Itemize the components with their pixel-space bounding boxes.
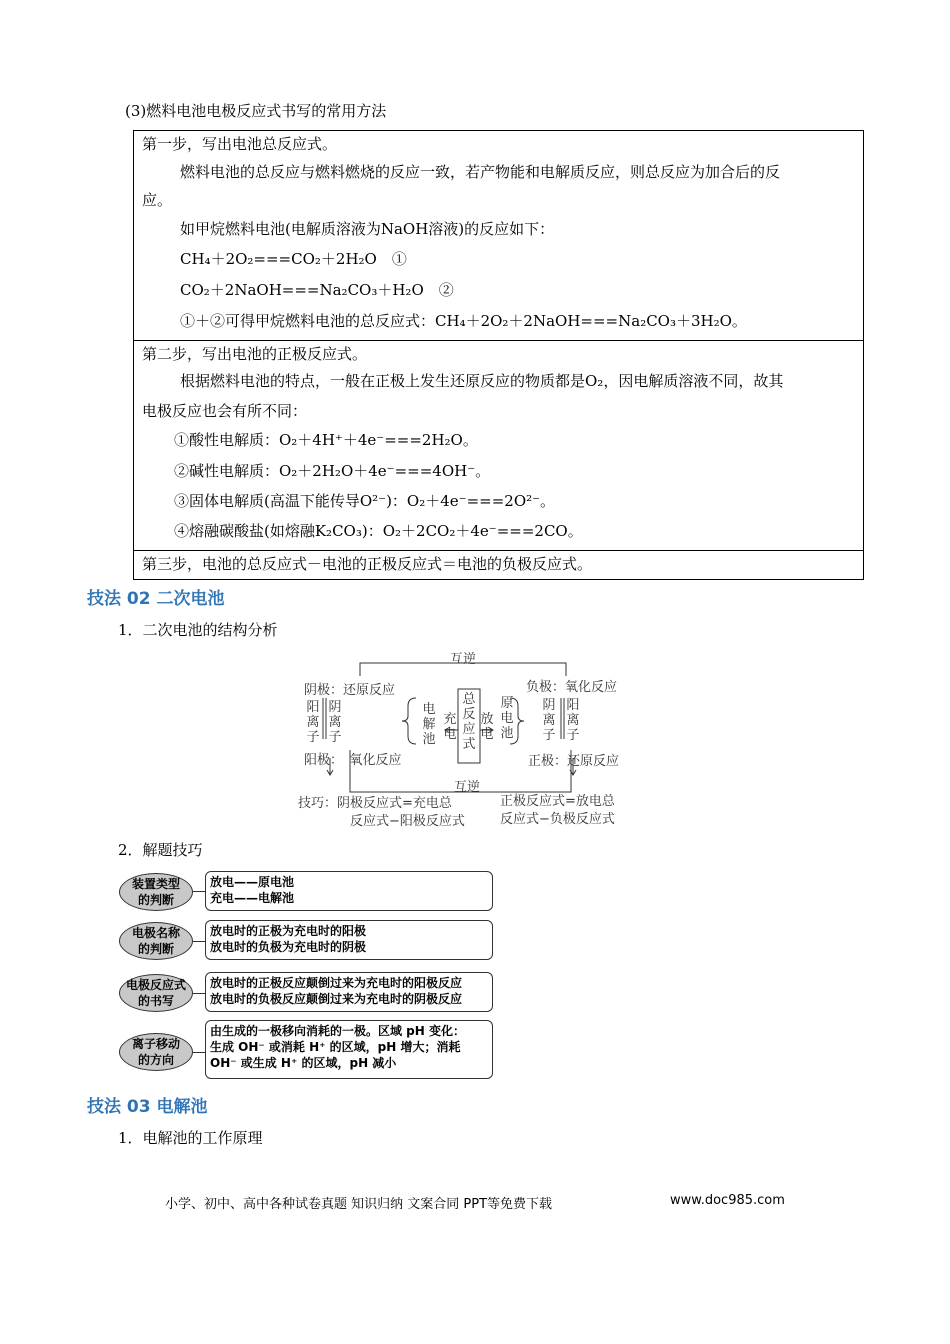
electrolyte-molten: ④熔融碳酸盐(如熔融K₂CO₃)：O₂＋2CO₂＋4e⁻===2CO。 <box>174 522 583 540</box>
tip-oval-line: 的判断 <box>137 942 174 956</box>
footer-url[interactable]: www.doc985.com <box>670 1193 785 1208</box>
equation-sum: ①＋②可得甲烷燃料电池的总反应式：CH₄＋2O₂＋2NaOH===Na₂CO₃＋3H₂O。 <box>180 312 747 330</box>
negative-oxidation-label: 负极：氧化反应 <box>526 680 618 695</box>
tip-left-line2: 反应式−阳极反应式 <box>350 814 465 829</box>
tip-oval-line: 的判断 <box>137 893 174 907</box>
tip-oval-line: 离子移动 <box>131 1037 180 1051</box>
tip-line: 放电时的负极反应颠倒过来为充电时的阴极反应 <box>210 992 463 1006</box>
tip-oval-line: 装置类型 <box>131 877 180 891</box>
step2-box <box>133 340 864 551</box>
step1-box <box>133 130 864 341</box>
equation-1: CH₄＋2O₂===CO₂＋2H₂O ① <box>180 250 407 268</box>
cation-label-left: 阳离子 <box>306 700 320 745</box>
tip-line: 放电——原电池 <box>210 875 295 889</box>
anion-label-left: 阴离子 <box>328 700 342 745</box>
tip-line: OH⁻ 或生成 H⁺ 的区域，pH 减小 <box>210 1056 397 1070</box>
top-reversible-label: 互逆 <box>450 652 477 667</box>
tip-line: 充电——电解池 <box>210 891 295 905</box>
tip-box-device-type <box>205 871 493 911</box>
step2-text-cont: 电极反应也会有所不同： <box>142 402 308 420</box>
step1-text: 燃料电池的总反应与燃料燃烧的反应一致，若产物能和电解质反应，则总反应为加合后的反 <box>180 163 781 181</box>
cation-label-right: 阳离子 <box>566 698 580 743</box>
step1-example: 如甲烷燃料电池(电解质溶液为NaOH溶液)的反应如下： <box>180 220 555 238</box>
galvanic-cell-label: 原电池 <box>500 696 514 741</box>
discharge-label: 放电 <box>480 712 494 742</box>
tip-left-line1: 技巧：阴极反应式=充电总 <box>298 796 452 811</box>
step1-text-cont: 应。 <box>142 191 173 209</box>
anion-label-right: 阴离子 <box>542 698 556 743</box>
total-reaction-label: 总反应式 <box>462 692 476 752</box>
electrolyte-acid: ①酸性电解质：O₂＋4H⁺＋4e⁻===2H₂O。 <box>174 431 478 449</box>
tip-line: 放电时的负极为充电时的阴极 <box>210 940 367 954</box>
tip-oval-device-type <box>119 873 193 911</box>
step1-title: 第一步，写出电池总反应式。 <box>142 135 338 153</box>
heading-electrolytic-cell: 技法 03 电解池 <box>87 1097 208 1117</box>
footer-text: 小学、初中、高中各种试卷真题 知识归纳 文案合同 PPT等免费下载 <box>165 1197 553 1212</box>
positive-reduction-label: 正极：还原反应 <box>528 754 620 769</box>
battery-structure-diagram <box>296 646 646 831</box>
electrolyte-base: ②碱性电解质：O₂＋2H₂O＋4e⁻===4OH⁻。 <box>174 462 491 480</box>
subheading-working-principle: 1．电解池的工作原理 <box>118 1129 263 1147</box>
connector-line <box>193 993 205 994</box>
step3-box <box>133 550 864 580</box>
electrolyte-solid: ③固体电解质(高温下能传导O²⁻)：O₂＋4e⁻===2O²⁻。 <box>174 492 556 510</box>
subheading-tips: 2．解题技巧 <box>118 841 203 859</box>
tip-oval-line: 的方向 <box>137 1053 174 1067</box>
tip-line: 由生成的一极移向消耗的一极。区域 pH 变化： <box>210 1024 465 1038</box>
tip-box-ion-movement <box>205 1020 493 1079</box>
tip-right-line2: 反应式−负极反应式 <box>500 812 615 827</box>
anode-oxidation-label: 阳极： 氧化反应 <box>304 753 402 768</box>
tip-oval-line: 电极名称 <box>131 926 180 940</box>
tip-oval-electrode-name <box>119 922 193 960</box>
step2-title: 第二步，写出电池的正极反应式。 <box>142 345 368 363</box>
tip-right-line1: 正极反应式=放电总 <box>500 794 615 809</box>
step2-text: 根据燃料电池的特点，一般在正极上发生还原反应的物质都是O₂，因电解质溶液不同，故其 <box>180 372 784 390</box>
tip-oval-line: 电极反应式 <box>125 978 186 992</box>
section-title: (3)燃料电池电极反应式书写的常用方法 <box>125 102 387 120</box>
electrolytic-cell-label: 电解池 <box>422 702 436 747</box>
tip-oval-equation-writing <box>119 974 193 1012</box>
connector-line <box>193 891 205 892</box>
heading-secondary-battery: 技法 02 二次电池 <box>87 589 225 609</box>
tip-box-equation-writing <box>205 972 493 1012</box>
subheading-structure: 1．二次电池的结构分析 <box>118 621 278 639</box>
mid-reversible-label: 互逆 <box>454 780 481 795</box>
connector-line <box>193 1052 205 1053</box>
tip-oval-ion-movement <box>119 1033 193 1071</box>
tip-line: 生成 OH⁻ 或消耗 H⁺ 的区域，pH 增大；消耗 <box>210 1040 461 1054</box>
tip-box-electrode-name <box>205 920 493 960</box>
tip-line: 放电时的正极反应颠倒过来为充电时的阳极反应 <box>210 976 463 990</box>
connector-line <box>193 941 205 942</box>
cathode-reduction-label: 阴极：还原反应 <box>304 683 396 698</box>
tip-oval-line: 的书写 <box>137 994 174 1008</box>
charge-label: 充电 <box>443 712 457 742</box>
tip-line: 放电时的正极为充电时的阳极 <box>210 924 367 938</box>
step3-title: 第三步，电池的总反应式－电池的正极反应式＝电池的负极反应式。 <box>142 555 593 573</box>
equation-2: CO₂＋2NaOH===Na₂CO₃＋H₂O ② <box>180 281 454 299</box>
